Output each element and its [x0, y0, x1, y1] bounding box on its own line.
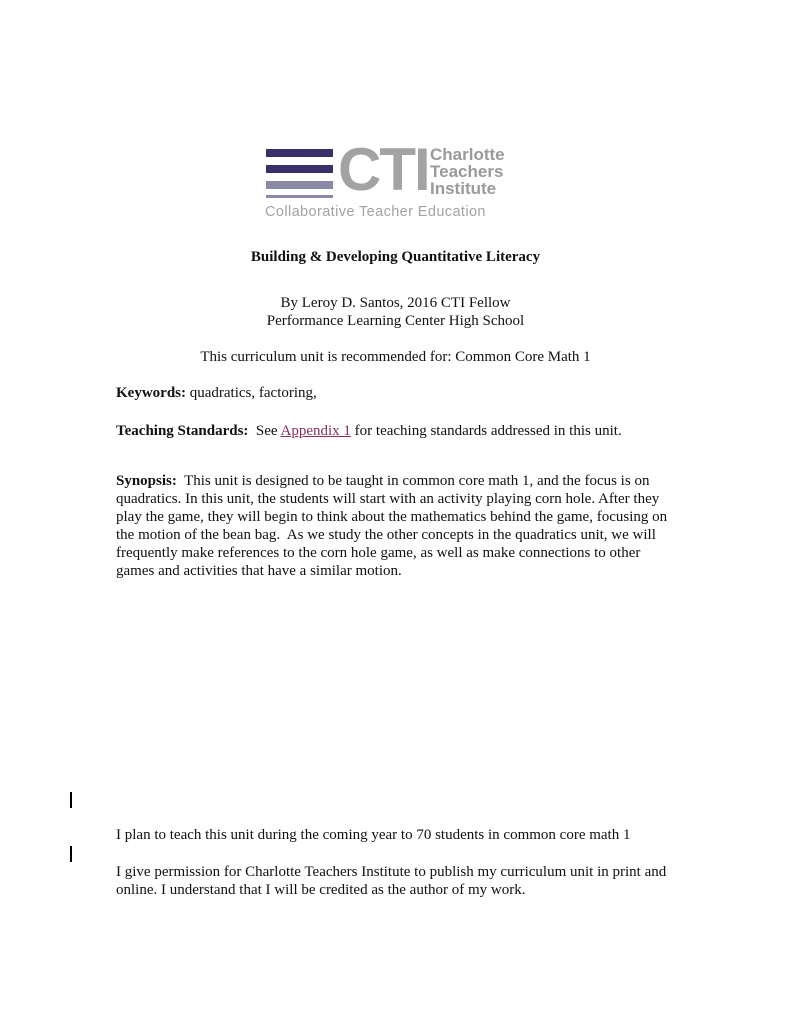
text-cursor: [70, 846, 72, 862]
logo-abbr: CTI: [338, 136, 429, 203]
appendix-link[interactable]: Appendix 1: [280, 423, 351, 439]
text-cursor: [70, 792, 72, 808]
document-title: Building & Developing Quantitative Literacy: [250, 249, 541, 265]
logo-tagline: Collaborative Teacher Education: [265, 204, 486, 220]
cti-logo: [263, 136, 525, 226]
keywords-label: Keywords:: [116, 385, 186, 401]
synopsis-text: This unit is designed to be taught in common core math 1, and the focus is on quadratics. In this unit, the students will start with an activity playing corn hole. After they play the game, they will begin to think about the mathematics behind the game, focusing on the motion of the bean bag. As we study the other concepts in the quadratics unit, we will frequently make references to the corn hole game, as well as make connections to other games and activities that have a similar motion.: [116, 473, 671, 579]
keywords-line: [116, 384, 676, 402]
teaching-standards-label: Teaching Standards:: [116, 423, 249, 439]
keywords-text: quadratics, factoring,: [186, 385, 317, 401]
author-school: Performance Learning Center High School: [266, 313, 525, 329]
permission-statement: I give permission for Charlotte Teachers Institute to publish my curriculum unit in print and online. I understand that I will be credited as the author of my work.: [116, 864, 667, 898]
author-byline: By Leroy D. Santos, 2016 CTI Fellow: [280, 295, 511, 311]
synopsis-paragraph: [116, 472, 676, 580]
logo-bars-icon: [263, 146, 333, 198]
plan-statement: I plan to teach this unit during the coming year to 70 students in common core math 1: [116, 827, 631, 843]
recommendation-line: This curriculum unit is recommended for: Common Core Math 1: [200, 349, 591, 365]
logo-institute-name: Charlotte Teachers Institute: [430, 145, 505, 198]
teaching-standards-line: Teaching Standards: See Appendix 1 for teaching standards addressed in this unit.: [116, 423, 622, 439]
synopsis-label: Synopsis:: [116, 473, 177, 489]
